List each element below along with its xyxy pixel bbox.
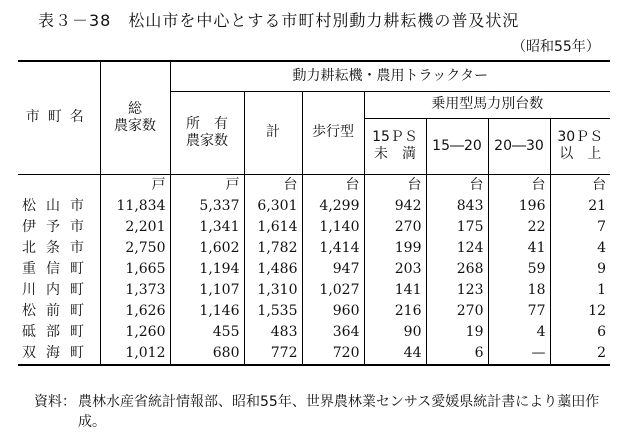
source-label: 資料： (34, 394, 76, 410)
value-cell: 4 (550, 238, 610, 259)
table-title: 表３－38 松山市を中心とする市町村別動力耕耘機の普及状況 (38, 11, 520, 30)
unit-cell: 台 (302, 174, 364, 196)
municipality-name: 川内町 (22, 281, 94, 298)
header-total: 計 (244, 91, 302, 174)
header-owning-households: 所 有 農家数 (170, 91, 244, 174)
value-cell: 1 (550, 280, 610, 301)
value-cell: 216 (364, 301, 426, 322)
value-cell: 1,782 (244, 238, 302, 259)
value-cell: 2,201 (100, 217, 170, 238)
value-cell: 960 (302, 301, 364, 322)
municipality-name: 松山市 (22, 197, 94, 214)
value-cell: 44 (364, 343, 426, 365)
value-cell: 1,614 (244, 217, 302, 238)
municipality-name: 伊予市 (22, 218, 94, 235)
value-cell: 199 (364, 238, 426, 259)
header-hp-15-20: 15―20 (426, 118, 488, 174)
municipality-name: 北条市 (22, 239, 94, 256)
value-cell: 942 (364, 196, 426, 217)
value-cell: 22 (488, 217, 550, 238)
source-note (34, 392, 624, 432)
value-cell: 1,027 (302, 280, 364, 301)
value-cell: 1,012 (100, 343, 170, 365)
value-cell: 1,107 (170, 280, 244, 301)
unit-cell: 戸 (170, 174, 244, 196)
value-cell: 1,602 (170, 238, 244, 259)
value-cell: 7 (550, 217, 610, 238)
value-cell: 4,299 (302, 196, 364, 217)
table-row (18, 238, 610, 259)
value-cell: 77 (488, 301, 550, 322)
source-text: 農林水産省統計情報部、昭和55年、世界農林業センサス愛媛県統計書により藁田作成。 (78, 394, 600, 430)
header-hp-30-over: 30ＰＳ 以 上 (550, 118, 610, 174)
value-cell: 9 (550, 259, 610, 280)
value-cell: 41 (488, 238, 550, 259)
value-cell: 680 (170, 343, 244, 365)
value-cell: 6 (550, 322, 610, 343)
table-row (18, 259, 610, 280)
value-cell: — (488, 343, 550, 365)
unit-cell: 台 (426, 174, 488, 196)
municipality-name: 砥部町 (22, 323, 94, 340)
value-cell: 203 (364, 259, 426, 280)
value-cell: 1,146 (170, 301, 244, 322)
value-cell: 124 (426, 238, 488, 259)
unit-cell: 戸 (100, 174, 170, 196)
table-row (18, 217, 610, 238)
value-cell: 720 (302, 343, 364, 365)
table-row (18, 280, 610, 301)
value-cell: 123 (426, 280, 488, 301)
value-cell: 90 (364, 322, 426, 343)
municipality-name: 重信町 (22, 260, 94, 277)
table-row (18, 322, 610, 343)
municipality-name: 松前町 (22, 302, 94, 319)
table-row (18, 343, 610, 365)
municipality-name: 双海町 (22, 344, 94, 361)
value-cell: 364 (302, 322, 364, 343)
value-cell: 772 (244, 343, 302, 365)
value-cell: 1,140 (302, 217, 364, 238)
value-cell: 5,337 (170, 196, 244, 217)
value-cell: 1,341 (170, 217, 244, 238)
value-cell: 483 (244, 322, 302, 343)
value-cell: 1,626 (100, 301, 170, 322)
header-total-households: 総 農家数 (100, 61, 170, 174)
value-cell: 1,414 (302, 238, 364, 259)
value-cell: 843 (426, 196, 488, 217)
header-municipality: 市町名 (18, 61, 100, 174)
value-cell: 1,535 (244, 301, 302, 322)
value-cell: 2 (550, 343, 610, 365)
unit-cell: 台 (550, 174, 610, 196)
header-walking-type: 歩行型 (302, 91, 364, 174)
value-cell: 141 (364, 280, 426, 301)
value-cell: 21 (550, 196, 610, 217)
header-power-tiller-group: 動力耕耘機・農用トラックター (170, 61, 610, 91)
value-cell: 947 (302, 259, 364, 280)
value-cell: 196 (488, 196, 550, 217)
table-row (18, 301, 610, 322)
value-cell: 2,750 (100, 238, 170, 259)
value-cell: 6,301 (244, 196, 302, 217)
unit-cell: 台 (488, 174, 550, 196)
value-cell: 11,834 (100, 196, 170, 217)
value-cell: 12 (550, 301, 610, 322)
unit-cell: 台 (364, 174, 426, 196)
value-cell: 59 (488, 259, 550, 280)
value-cell: 270 (426, 301, 488, 322)
value-cell: 6 (426, 343, 488, 365)
value-cell: 4 (488, 322, 550, 343)
value-cell: 268 (426, 259, 488, 280)
value-cell: 175 (426, 217, 488, 238)
value-cell: 1,260 (100, 322, 170, 343)
header-hp-20-30: 20―30 (488, 118, 550, 174)
value-cell: 1,486 (244, 259, 302, 280)
header-riding-group: 乗用型馬力別台数 (364, 91, 610, 118)
statistics-table (18, 60, 610, 366)
header-hp-under15: 15ＰＳ 未 満 (364, 118, 426, 174)
value-cell: 19 (426, 322, 488, 343)
unit-cell: 台 (244, 174, 302, 196)
table-row (18, 196, 610, 217)
table-subtitle: （昭和55年） (512, 39, 600, 55)
value-cell: 1,310 (244, 280, 302, 301)
value-cell: 1,373 (100, 280, 170, 301)
value-cell: 1,194 (170, 259, 244, 280)
value-cell: 1,665 (100, 259, 170, 280)
value-cell: 18 (488, 280, 550, 301)
value-cell: 270 (364, 217, 426, 238)
value-cell: 455 (170, 322, 244, 343)
units-row (18, 174, 610, 196)
